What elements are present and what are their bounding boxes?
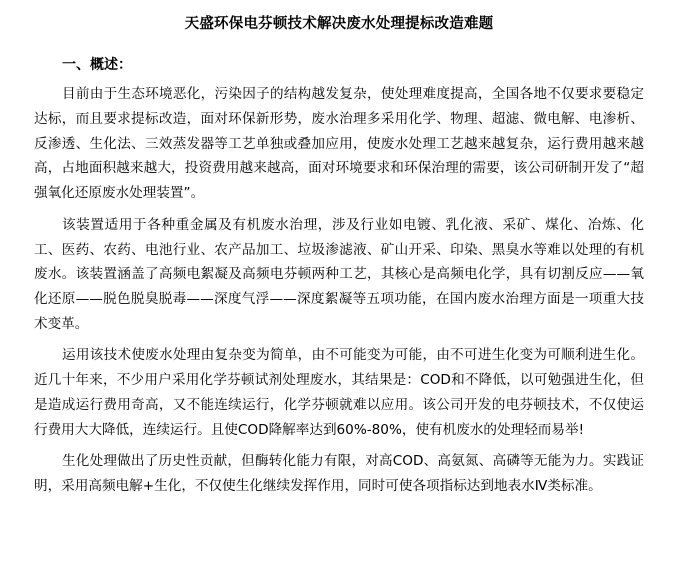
document-title-container (34, 0, 644, 44)
paragraph: 运用该技术使废水处理由复杂变为简单，由不可能变为可能，由不可进生化变为可顺利进生化。近几十年来，不少用户采用化学芬顿试剂处理废水，其结果是：COD和不降低，以可勉强进生化，但是造成运行费用奇高，又不能连续运行，化学芬顿就难以应用。该公司开发的电芬顿技术，不仅使运行费用大大降低，连续运行。且使COD降解率达到60%-80%，使有机废水的处理轻而易举! (34, 347, 644, 438)
paragraph: 目前由于生态环境恶化，污染因子的结构越发复杂，使处理难度提高，全国各地不仅要求要稳定达标，而且要求提标改造，面对环保新形势，废水治理多采用化学、物理、超滤、微电解、电渗析、反渗透、生化法、三效蒸发器等工艺单独或叠加应用，使废水处理工艺越来越复杂，运行费用越来越高，占地面积越来越大，投资费用越来越高，面对环境要求和环保治理的需要，该公司研制开发了“超强氧化还原废水处理装置”。 (34, 86, 644, 202)
section-heading-overview: 一、概述： (62, 57, 132, 74)
paragraph: 该装置适用于各种重金属及有机废水治理，涉及行业如电镀、乳化液、采矿、煤化、冶炼、化工、医药、农药、电池行业、农产品加工、垃圾渗滤液、矿山开采、印染、黑臭水等难以处理的有机废水。该装置涵盖了高频电絮凝及高频电芬顿两种工艺，其核心是高频电化学，具有切割反应——氧化还原——脱色脱臭脱毒——深度气浮——深度絮凝等五项功能，在国内废水治理方面是一项重大技术变革。 (34, 216, 644, 332)
paragraph: 生化处理做出了历史性贡献，但酶转化能力有限，对高COD、高氨氮、高磷等无能为力。实践证明，采用高频电解+生化，不仅使生化继续发挥作用，同时可使各项指标达到地表水Ⅳ类标准。 (34, 453, 644, 495)
page-title: 天盛环保电芬顿技术解决废水处理提标改造难题 (184, 16, 494, 32)
